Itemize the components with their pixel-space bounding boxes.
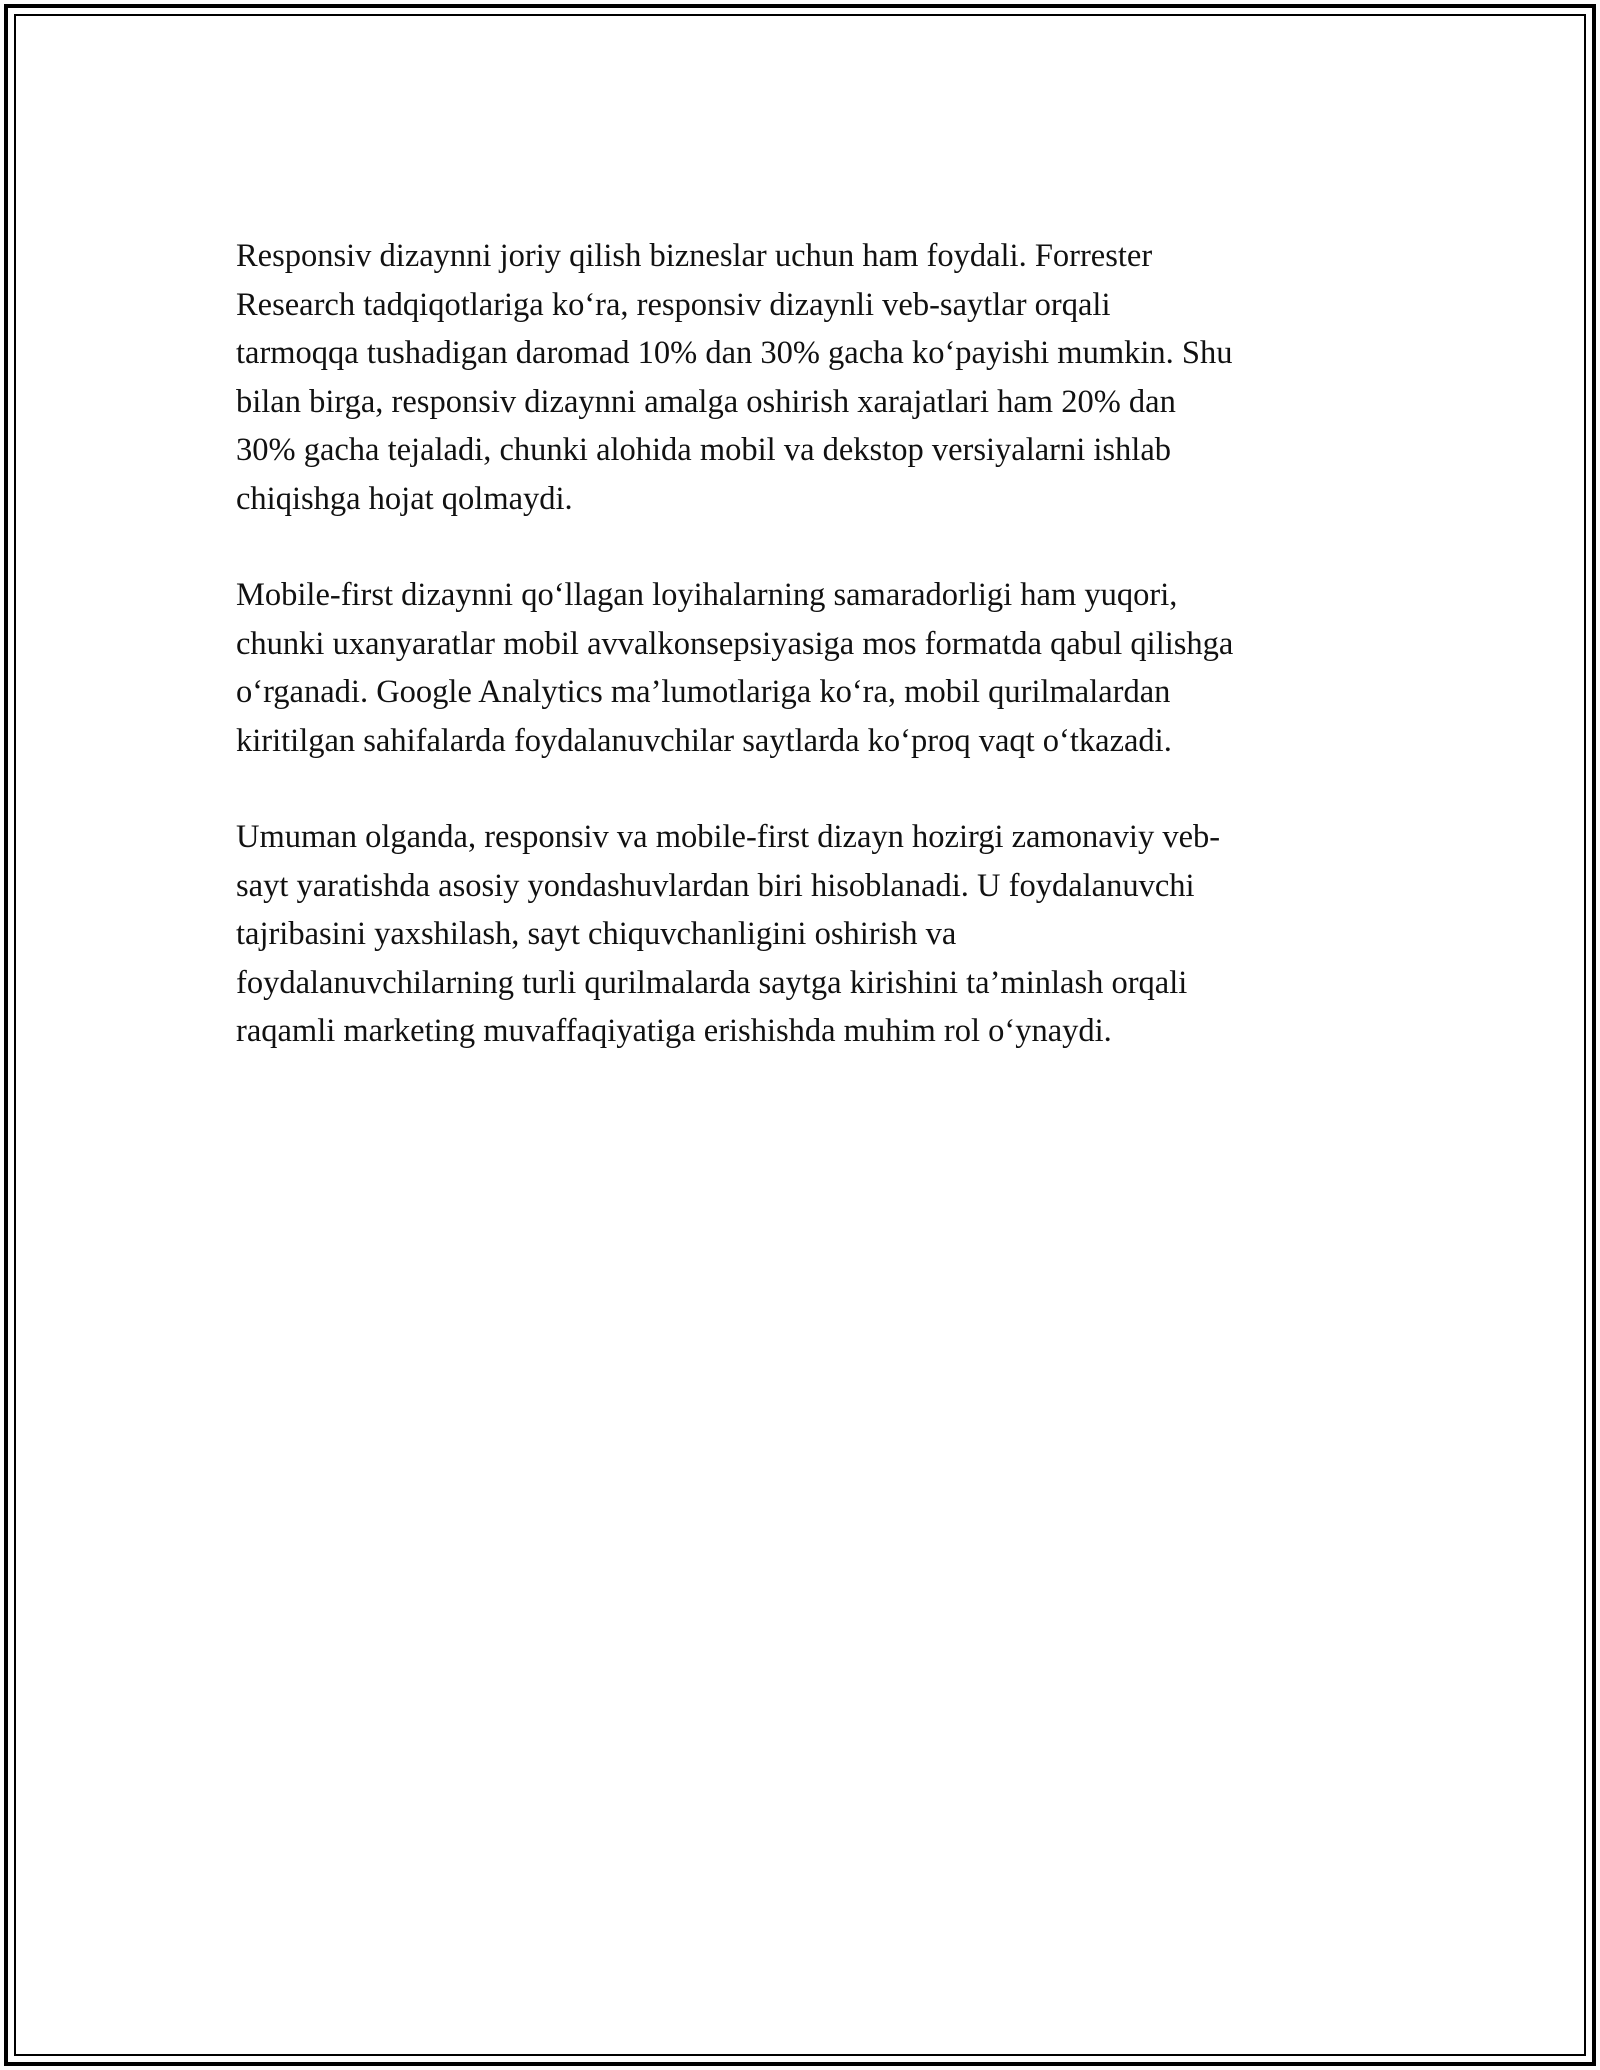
- paragraph-line: Umuman olganda, responsiv va mobile-first dizayn hozirgi zamonaviy veb-: [236, 819, 1221, 855]
- paragraph-line: tajribasini yaxshilash, sayt chiquvchanligini oshirish va: [236, 916, 957, 952]
- paragraph-line: o‘rganadi. Google Analytics ma’lumotlariga ko‘ra, mobil qurilmalardan: [236, 674, 1171, 710]
- paragraph-line: 30% gacha tejaladi, chunki alohida mobil va dekstop versiyalarni ishlab: [236, 432, 1172, 468]
- paragraph-line: Mobile-first dizaynni qo‘llagan loyihalarning samaradorligi ham yuqori,: [236, 577, 1178, 613]
- document-body: [236, 232, 1366, 1104]
- paragraph-line: kiritilgan sahifalarda foydalanuvchilar saytlarda ko‘proq vaqt o‘tkazadi.: [236, 722, 1172, 759]
- paragraph-line: chiqishga hojat qolmaydi.: [236, 480, 573, 517]
- paragraph-2: [236, 571, 1366, 765]
- paragraph-line: chunki uxanyaratlar mobil avvalkonsepsiyasiga mos formatda qabul qilishga: [236, 625, 1234, 662]
- paragraph-line: bilan birga, responsiv dizaynni amalga oshirish xarajatlari ham 20% dan: [236, 383, 1176, 420]
- paragraph-line: sayt yaratishda asosiy yondashuvlardan biri hisoblanadi. U foydalanuvchi: [236, 867, 1195, 904]
- paragraph-line: tarmoqqa tushadigan daromad 10% dan 30% gacha ko‘payishi mumkin. Shu: [236, 335, 1233, 371]
- paragraph-line: Responsiv dizaynni joriy qilish bizneslar uchun ham foydali. Forrester: [236, 238, 1153, 274]
- paragraph-1: [236, 232, 1366, 523]
- paragraph-line: Research tadqiqotlariga ko‘ra, responsiv dizaynli veb-saytlar orqali: [236, 286, 1111, 323]
- paragraph-line: foydalanuvchilarning turli qurilmalarda saytga kirishini ta’minlash orqali: [236, 964, 1188, 1001]
- paragraph-line: raqamli marketing muvaffaqiyatiga erishishda muhim rol o‘ynaydi.: [236, 1013, 1112, 1049]
- paragraph-3: [236, 813, 1366, 1056]
